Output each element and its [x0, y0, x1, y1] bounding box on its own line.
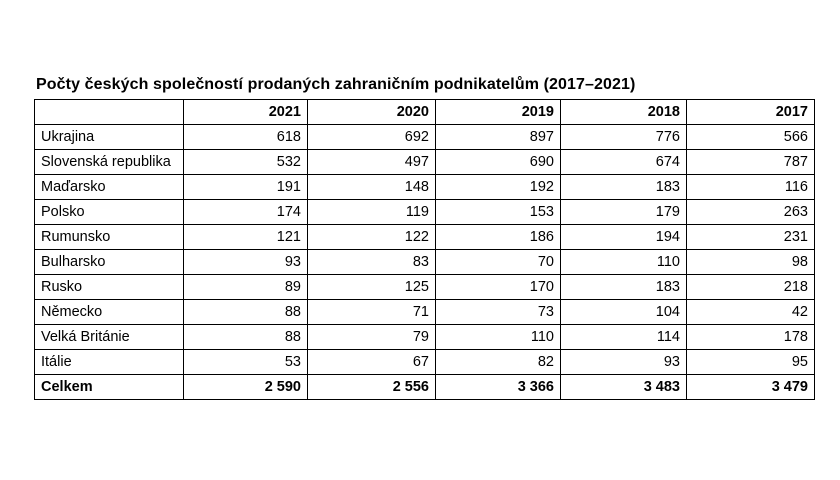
value-cell: 674 — [561, 150, 687, 175]
total-value-cell: 3 366 — [436, 375, 561, 400]
column-header: 2018 — [561, 100, 687, 125]
value-cell: 148 — [308, 175, 436, 200]
table-row — [35, 225, 815, 250]
table-title: Počty českých společností prodaných zahraničním podnikatelům (2017–2021) — [36, 76, 636, 93]
value-cell: 183 — [561, 275, 687, 300]
total-value-cell: 2 556 — [308, 375, 436, 400]
country-cell: Maďarsko — [35, 175, 184, 200]
value-cell: 73 — [436, 300, 561, 325]
value-cell: 53 — [184, 350, 308, 375]
value-cell: 186 — [436, 225, 561, 250]
value-cell: 93 — [561, 350, 687, 375]
value-cell: 174 — [184, 200, 308, 225]
value-cell: 690 — [436, 150, 561, 175]
table-row — [35, 300, 815, 325]
value-cell: 110 — [436, 325, 561, 350]
total-row — [35, 375, 815, 400]
value-cell: 170 — [436, 275, 561, 300]
table-row — [35, 350, 815, 375]
value-cell: 79 — [308, 325, 436, 350]
value-cell: 70 — [436, 250, 561, 275]
country-cell: Rusko — [35, 275, 184, 300]
value-cell: 153 — [436, 200, 561, 225]
value-cell: 787 — [687, 150, 815, 175]
value-cell: 497 — [308, 150, 436, 175]
header-row — [35, 100, 815, 125]
column-header: 2021 — [184, 100, 308, 125]
value-cell: 231 — [687, 225, 815, 250]
column-header: 2017 — [687, 100, 815, 125]
total-value-cell: 3 483 — [561, 375, 687, 400]
table-row — [35, 200, 815, 225]
value-cell: 104 — [561, 300, 687, 325]
value-cell: 95 — [687, 350, 815, 375]
value-cell: 119 — [308, 200, 436, 225]
table-row — [35, 175, 815, 200]
country-cell: Bulharsko — [35, 250, 184, 275]
value-cell: 93 — [184, 250, 308, 275]
value-cell: 82 — [436, 350, 561, 375]
value-cell: 88 — [184, 300, 308, 325]
country-cell: Itálie — [35, 350, 184, 375]
value-cell: 88 — [184, 325, 308, 350]
value-cell: 263 — [687, 200, 815, 225]
table-row — [35, 325, 815, 350]
value-cell: 178 — [687, 325, 815, 350]
table-row — [35, 250, 815, 275]
country-cell: Velká Británie — [35, 325, 184, 350]
total-label: Celkem — [35, 375, 184, 400]
corner-cell — [35, 100, 184, 125]
table-row — [35, 125, 815, 150]
value-cell: 191 — [184, 175, 308, 200]
country-cell: Polsko — [35, 200, 184, 225]
value-cell: 125 — [308, 275, 436, 300]
total-value-cell: 2 590 — [184, 375, 308, 400]
value-cell: 98 — [687, 250, 815, 275]
value-cell: 116 — [687, 175, 815, 200]
column-header: 2019 — [436, 100, 561, 125]
value-cell: 110 — [561, 250, 687, 275]
value-cell: 89 — [184, 275, 308, 300]
country-cell: Ukrajina — [35, 125, 184, 150]
value-cell: 83 — [308, 250, 436, 275]
value-cell: 532 — [184, 150, 308, 175]
table-row — [35, 275, 815, 300]
value-cell: 776 — [561, 125, 687, 150]
table-row — [35, 150, 815, 175]
country-cell: Německo — [35, 300, 184, 325]
value-cell: 179 — [561, 200, 687, 225]
value-cell: 692 — [308, 125, 436, 150]
value-cell: 67 — [308, 350, 436, 375]
column-header: 2020 — [308, 100, 436, 125]
total-value-cell: 3 479 — [687, 375, 815, 400]
country-cell: Slovenská republika — [35, 150, 184, 175]
value-cell: 566 — [687, 125, 815, 150]
value-cell: 121 — [184, 225, 308, 250]
value-cell: 618 — [184, 125, 308, 150]
companies-table — [34, 99, 815, 400]
value-cell: 71 — [308, 300, 436, 325]
value-cell: 218 — [687, 275, 815, 300]
value-cell: 192 — [436, 175, 561, 200]
value-cell: 194 — [561, 225, 687, 250]
value-cell: 114 — [561, 325, 687, 350]
value-cell: 183 — [561, 175, 687, 200]
value-cell: 42 — [687, 300, 815, 325]
country-cell: Rumunsko — [35, 225, 184, 250]
value-cell: 122 — [308, 225, 436, 250]
table-body — [35, 125, 815, 400]
value-cell: 897 — [436, 125, 561, 150]
